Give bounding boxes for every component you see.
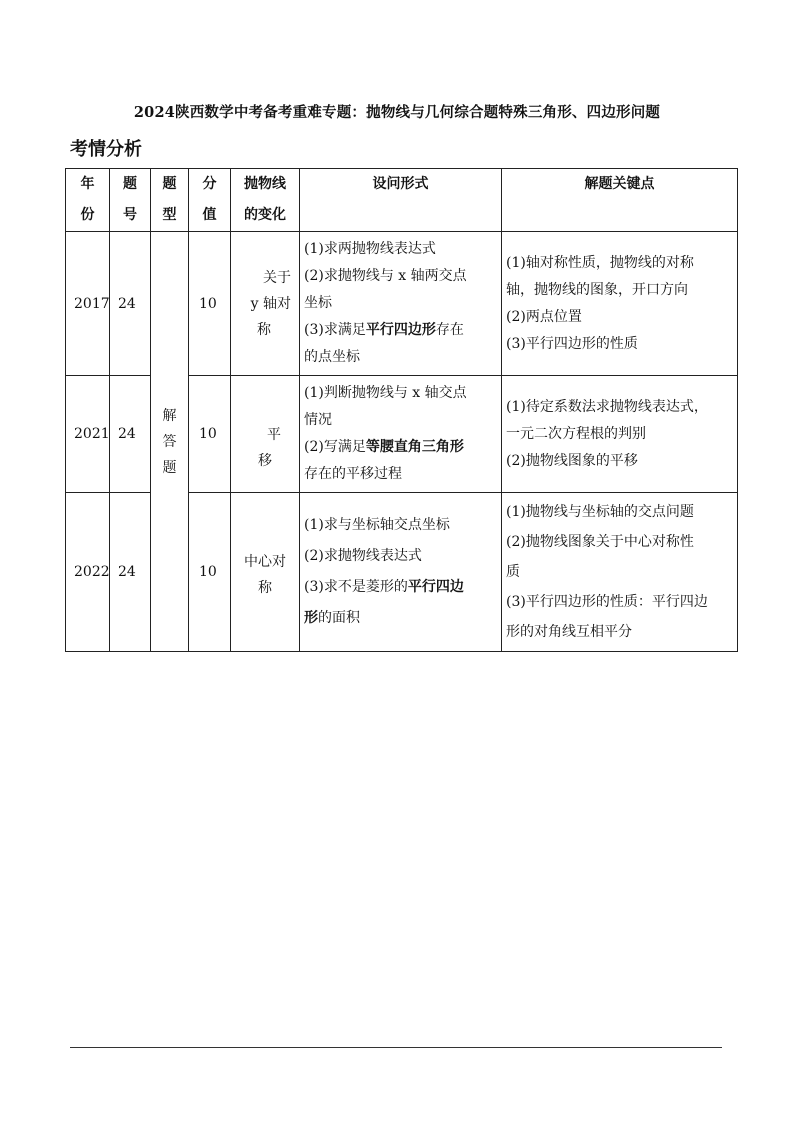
cell-line: (3)平行四边形的性质 [506,335,638,352]
text-segment: (1)判断抛物线与 x 轴交点 [304,385,467,401]
cell-line [304,407,497,434]
cell-line: (1)抛物线与坐标轴的交点问题 [506,504,694,520]
year-cell: 2017 [66,232,110,376]
question-form-cell [300,376,502,493]
text-segment: (3)求不是菱形的 [304,579,408,595]
exam-analysis-table [65,168,738,652]
cell-line [304,317,497,344]
score-cell: 10 [189,232,231,376]
emphasized-text: 平行四边 [407,579,464,595]
cell-line [304,510,497,541]
header-parabola-change: 抛物线 的变化 [231,169,300,232]
cell-line: 一元二次方程根的判别 [506,425,646,442]
question-number-cell: 24 [110,232,151,376]
text-segment: (1)求与坐标轴交点坐标 [304,517,450,533]
text-segment: 坐标 [304,295,332,311]
key-points-cell [502,232,738,376]
header-key-points: 解题关键点 [502,169,738,232]
cell-line [304,434,497,461]
document-title: 2024陕西数学中考备考重难专题：抛物线与几何综合题特殊三角形、四边形问题 [133,104,661,121]
parabola-change-cell: 平 移 [231,376,300,493]
cell-line: 形的对角线互相平分 [506,624,632,640]
text-segment: 的面积 [318,610,360,626]
header-type: 题 型 [151,169,189,232]
cell-line [304,344,497,371]
cell-line [304,461,497,488]
score-cell: 10 [189,376,231,493]
header-score: 分 值 [189,169,231,232]
question-form-cell [300,493,502,652]
text-segment: (3)求满足 [304,322,366,338]
score-cell: 10 [189,493,231,652]
cell-line: (3)平行四边形的性质：平行四边 [506,594,708,610]
table-header-row [66,169,738,232]
header-number: 题 号 [110,169,151,232]
cell-line: (2)抛物线图象关于中心对称性 [506,534,694,550]
header-year: 年 份 [66,169,110,232]
header-question-form: 设问形式 [300,169,502,232]
year-cell: 2021 [66,376,110,493]
question-form-cell [300,232,502,376]
text-segment: (2)求抛物线表达式 [304,548,422,564]
cell-line [304,290,497,317]
parabola-change-cell: 中心对 称 [231,493,300,652]
cell-line: (2)抛物线图象的平移 [506,452,638,469]
emphasized-text: 形 [304,610,318,626]
question-number-cell: 24 [110,376,151,493]
text-segment: (2)求抛物线与 x 轴两交点 [304,268,467,284]
cell-line [304,541,497,572]
key-points-cell [502,376,738,493]
footer-divider [70,1047,722,1048]
section-heading: 考情分析 [70,139,142,160]
text-segment: 存在的平移过程 [304,466,402,482]
emphasized-text: 平行四边形 [365,322,436,338]
cell-line: 质 [506,564,520,580]
cell-line: (1)轴对称性质，抛物线的对称 [506,254,694,271]
text-segment: (2)写满足 [304,439,366,455]
cell-line: (1)待定系数法求抛物线表达式， [506,398,708,415]
key-points-cell [502,493,738,652]
text-segment: 存在 [435,322,464,338]
cell-line [304,380,497,407]
text-segment: 的点坐标 [304,349,360,365]
table-row [66,232,738,376]
year-cell: 2022 [66,493,110,652]
text-segment: 情况 [304,412,332,428]
question-number-cell: 24 [110,493,151,652]
parabola-change-cell: 关于 y 轴对 称 [231,232,300,376]
cell-line: 轴，抛物线的图象，开口方向 [506,281,688,298]
cell-line [304,263,497,290]
text-segment: (1)求两抛物线表达式 [304,241,436,257]
emphasized-text: 等腰直角三角形 [365,439,464,455]
cell-line [304,236,497,263]
cell-line [304,603,497,634]
cell-line: (2)两点位置 [506,308,582,325]
question-type-cell: 解 答 题 [151,232,189,652]
cell-line [304,572,497,603]
